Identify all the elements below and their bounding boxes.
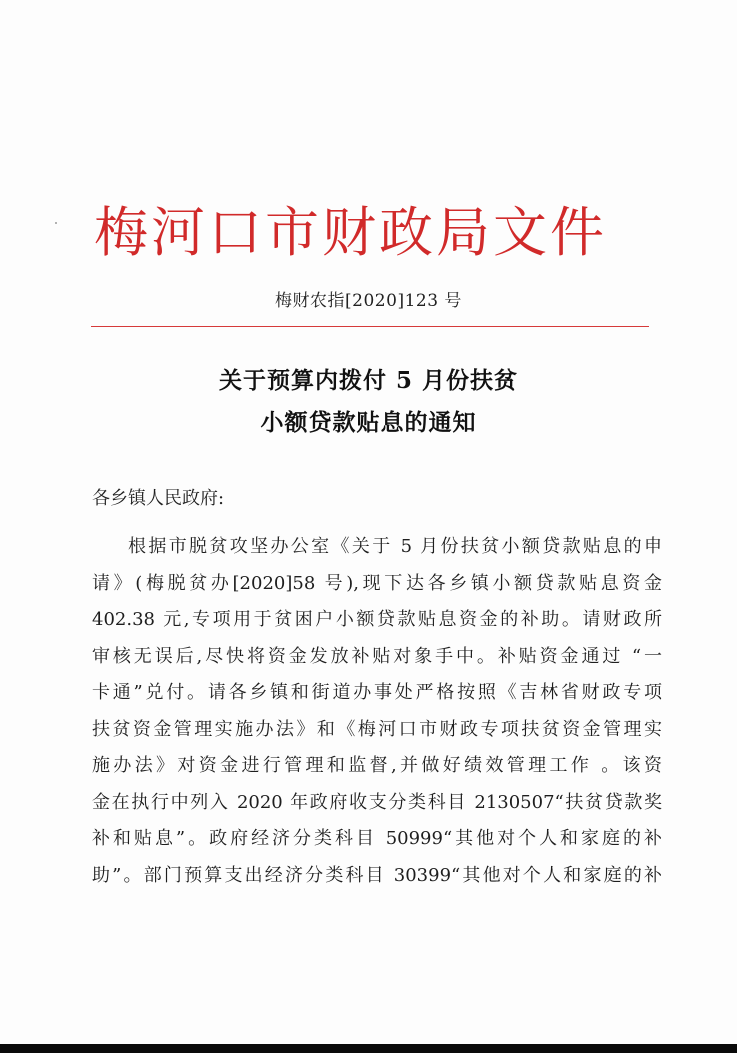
notice-title — [0, 360, 737, 444]
body-line: 请》(梅脱贫办[2020]58 号),现下达各乡镇小额贷款贴息资金 — [92, 572, 662, 594]
notice-title-line-1: 关于预算内拨付 5 月份扶贫 — [218, 367, 519, 394]
body-line: 金在执行中列入 2020 年政府收支分类科目 2130507“扶贫贷款奖 — [92, 791, 662, 813]
body-line: 助”。部门预算支出经济分类科目 30399“其他对个人和家庭的补 — [92, 864, 662, 886]
scan-speck — [55, 222, 57, 224]
body-line: 根据市脱贫攻坚办公室《关于 5 月份扶贫小额贷款贴息的申 — [128, 536, 662, 557]
body-line: 审核无误后,尽快将资金发放补贴对象手中。补贴资金通过 “一 — [92, 645, 662, 667]
body-line: 卡通”兑付。请各乡镇和街道办事处严格按照《吉林省财政专项 — [92, 682, 662, 703]
body-line: 扶贫资金管理实施办法》和《梅河口市财政专项扶贫资金管理实 — [92, 718, 662, 740]
red-divider — [91, 326, 649, 327]
salutation: 各乡镇人民政府: — [92, 488, 225, 509]
body-paragraph — [92, 529, 662, 894]
notice-title-line-2: 小额贷款贴息的通知 — [260, 409, 477, 436]
scan-bottom-edge — [0, 1044, 737, 1053]
document-number: 梅财农指[2020]123 号 — [275, 291, 462, 311]
body-line: 402.38 元,专项用于贫困户小额贷款贴息资金的补助。请财政所 — [92, 609, 662, 630]
body-line: 补和贴息”。政府经济分类科目 50999“其他对个人和家庭的补 — [92, 828, 662, 849]
issuer-header: 梅河口市财政局文件 — [94, 201, 607, 264]
body-line: 施办法》对资金进行管理和监督,并做好绩效管理工作 。该资 — [92, 755, 662, 776]
